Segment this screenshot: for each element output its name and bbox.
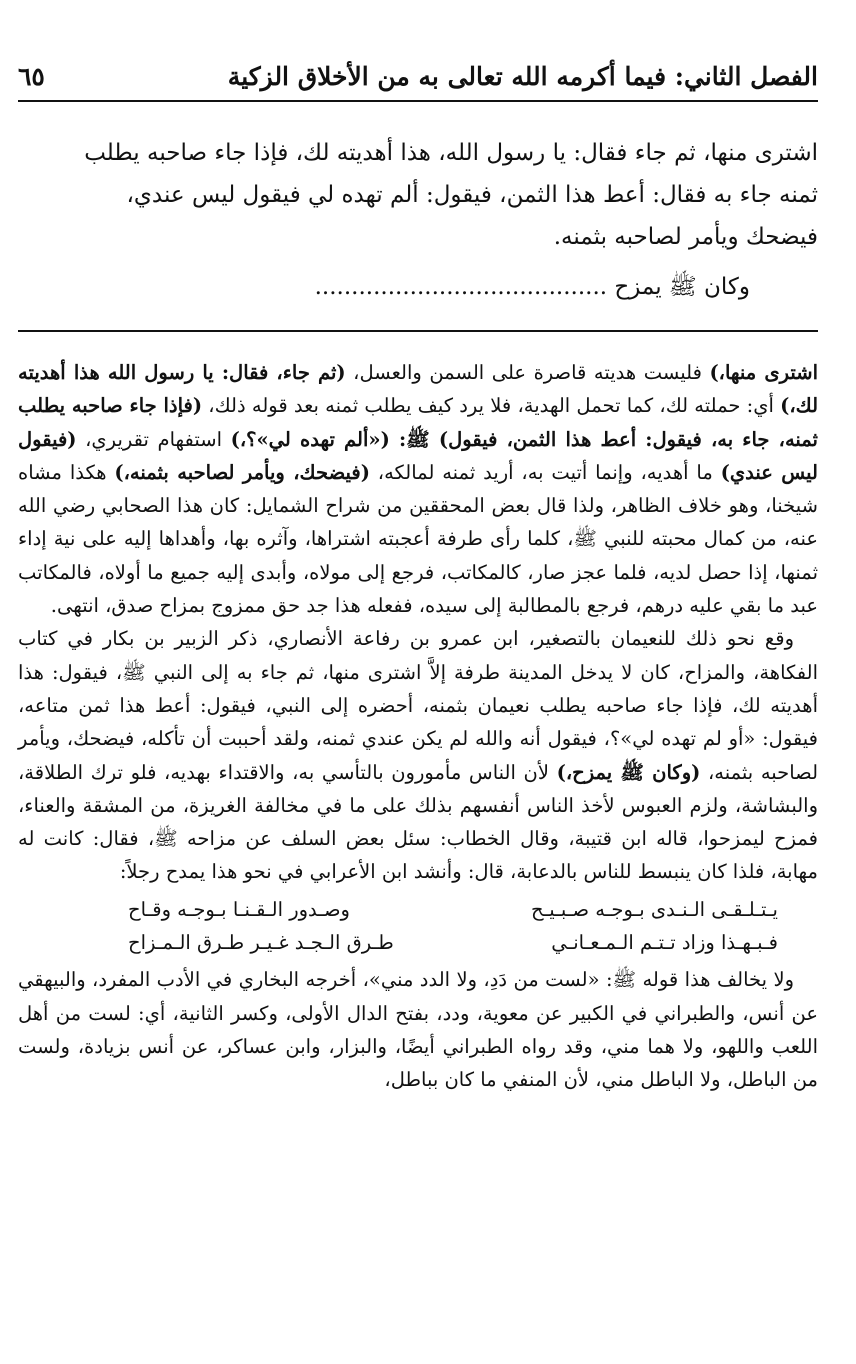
quoted-text-bold: (فيقول ليس عندي) (18, 427, 818, 484)
quoted-text-bold: (ثم جاء، فقال: يا رسول الله هذا أهديته لك،) (18, 361, 819, 418)
verse-second-hemistich: طـرق الـجـد غـيـر طـرق الـمـزاح (128, 931, 394, 955)
main-text (18, 132, 818, 258)
verse-first-hemistich: فـبـهـذا وزاد تـتـم الـمـعـانـي (551, 931, 778, 955)
quoted-text-bold: (وكان ﷺ يمزح،) (556, 760, 701, 784)
commentary-text: ما أهديه، وإنما أتيت به، أريد ثمنه لمالكه، (369, 460, 721, 484)
commentary-text: لأن الناس مأمورون بالتأسي به، والاقتداء بهديه، فلو ترك الطلاقة، والبشاشة، ولزم العبوس لأخذ الناس أنفسهم بذلك على ما في مخالفة الغريزة، من المشقة والعناء، فمزح ليمزحوا، قاله ابن قتيبة، وقال الخطاب: سئل بعض السلف عن مزاحه ﷺ، فقال: كانت له مهابة، فلذا كان ينبسط للناس بالدعابة، قال: وأنشد ابن الأعرابي في نحو هذا يمدح رجلاً: (18, 760, 818, 884)
commentary-text: هكذا مشاه شيخنا، وهو خلاف الظاهر، ولذا قال بعض المحققين من شراح الشمايل: كان هذا الصحابي رضي الله عنه، من كمال محبته للنبي ﷺ، كلما رأى طرفة أعجبته اشتراها، وآثره بها، وأهداها إليه على نية إداء ثمنها، إذا حصل لديه، فلما عجز صار، كالمكاتب، فرجع إلى مولاه، وأبدى إليه جميع ما أولاه، فالمكاتب عبد ما بقي عليه درهم، فرجع بالمطالبة إلى سيده، ففعله هذا جد حق ممزوج بمزاح صدق، انتهى. (18, 460, 818, 618)
verse-first-hemistich: يـتـلـقـى الـنـدى بـوجـه صـبـيـح (531, 897, 778, 921)
book-page (18, 0, 818, 1364)
poem-verse (18, 926, 818, 959)
page-header (18, 56, 818, 96)
chapter-title: الفصل الثاني: فيما أكرمه الله تعالى به من الأخلاق الزكية (227, 61, 818, 91)
commentary-paragraph: ولا يخالف هذا قوله ﷺ: «لست من دَدِ، ولا الدد مني»، أخرجه البخاري في الأدب المفرد، والبيهقي عن أنس، والطبراني في الكبير عن معوية، ودد، بفتح الدال الأولى، وكسر الثانية، أي: لست من أهل اللعب واللهو، ولا هما مني، وقد رواه الطبراني أيضًا، والبزار، وابن عساكر، عن أنس بزيادة، ولست من الباطل، ولا الباطل مني، لأن المنفي ما كان بباطل، (18, 968, 818, 1092)
commentary-text: فليست هديته قاصرة على السمن والعسل، (345, 361, 710, 384)
main-text-line: فيضحك ويأمر لصاحبه بثمنه. (553, 224, 818, 250)
verse-second-hemistich: وصـدور الـقـنـا بـوجـه وقـاح (128, 897, 350, 921)
section-divider (18, 330, 818, 332)
commentary-paragraph (18, 622, 818, 888)
quoted-text-bold: (فيضحك، ويأمر لصاحبه بثمنه،) (114, 460, 370, 484)
commentary-text: استفهام تقريري، (76, 427, 231, 451)
section-heading: وكان ﷺ يمزح (614, 274, 750, 300)
commentary (18, 356, 818, 1097)
poem-verse (18, 893, 818, 926)
section-heading-line (315, 272, 750, 306)
quoted-text-bold: اشترى منها،) (709, 361, 818, 384)
header-divider (18, 100, 818, 102)
commentary-paragraph (18, 356, 818, 622)
dotted-leader: ........................................ (314, 274, 608, 300)
poem (18, 893, 818, 960)
commentary-text: وقع نحو ذلك للنعيمان بالتصغير، ابن عمرو بن رفاعة الأنصاري، ذكر الزبير بن بكار في كتاب الفكاهة، والمزاح، كان لا يدخل المدينة طرفة إلاَّ اشترى منها، ثم جاء به إلى النبي ﷺ، فيقول: هذا أهديته لك، فإذا جاء صاحبه يطلب نعيمان بثمنه، أحضره إلى النبي، فيقول: أعط هذا ثمن متاعه، فيقول: «أو لم تهده لي»؟، فيقول أنه والله لم يكن عندي ثمنه، ولقد أحببت أن تأكله، فيضحك، ويأمر لصاحبه بثمنه، (18, 627, 819, 784)
main-text-line: ثمنه جاء به فقال: أعط هذا الثمن، فيقول: ألم تهده لي فيقول ليس عندي، (126, 182, 818, 208)
quoted-text-bold: (فإذا جاء صاحبه يطلب ثمنه، جاء به، فيقول: أعط هذا الثمن، فيقول) ﷺ: («ألم تهده لي»؟،) (18, 394, 818, 451)
main-text-line: اشترى منها، ثم جاء فقال: يا رسول الله، هذا أهديته لك، فإذا جاء صاحبه يطلب (84, 140, 818, 166)
commentary-text: أي: حملته لك، كما تحمل الهدية، فلا يرد كيف يطلب ثمنه بعد قوله ذلك، (202, 394, 781, 418)
page-number: ٦٥ (18, 61, 45, 91)
